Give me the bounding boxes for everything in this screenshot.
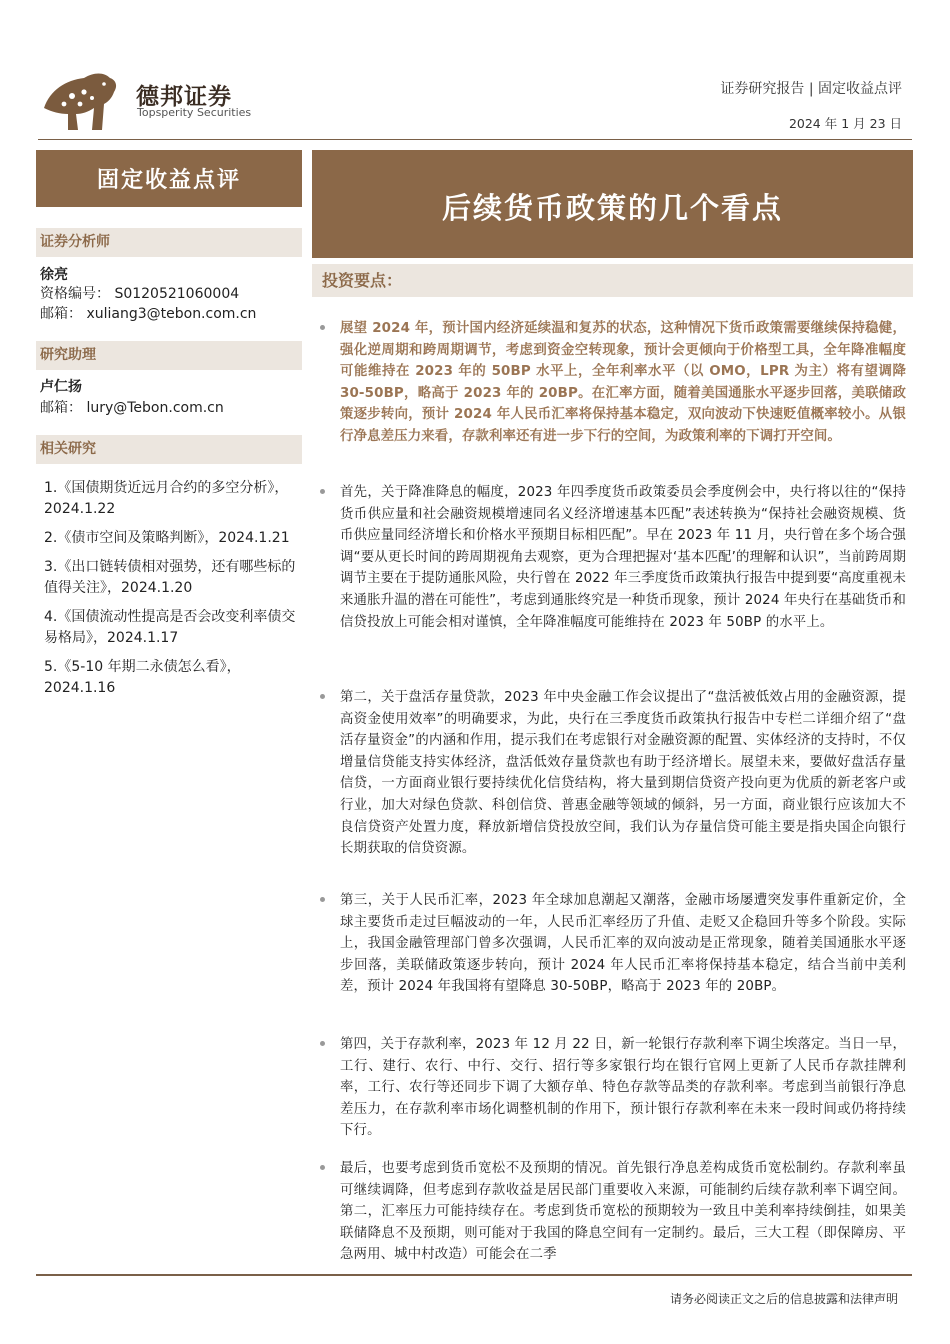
bullet-icon <box>320 325 325 330</box>
assistant-heading: 研究助理 <box>36 341 302 370</box>
related-research-item[interactable]: 3.《出口链转债相对强势，还有哪些标的值得关注》，2024.1.20 <box>44 559 296 596</box>
brand-name: 德邦证券 <box>136 84 232 110</box>
body-paragraph <box>320 482 906 633</box>
body-paragraph <box>320 890 906 998</box>
assistant-name: 卢仁扬 <box>40 379 82 395</box>
brand-name-english: Topsperity Securities <box>137 106 252 119</box>
footer-divider <box>36 1274 912 1276</box>
key-points-heading: 投资要点： <box>312 264 913 297</box>
paragraph-text: 第三，关于人民币汇率，2023 年全球加息潮起又潮落，金融市场屡遭突发事件重新定价，全球主要货币走过巨幅波动的一年，人民币汇率经历了升值、走贬又企稳回升等多个阶段。实际上，我国金融管理部门曾多次强调，人民币汇率的双向波动是正常现象，随着美国通胀水平逐步回落，美联储政策逐步转向，预计 2024 年人民币汇率将保持基本稳定，结合当前中美利差，预计 2024 年我国将有望降息 30-50BP，略高于 2023 年的 20BP。 <box>340 893 906 995</box>
paragraph-text: 首先，关于降准降息的幅度，2023 年四季度货币政策委员会季度例会中，央行将以往的“保持货币供应量和社会融资规模增速同名义经济增速基本匹配”表述转换为“保持社会融资规模、货币供应量同经济增长和价格水平预期目标相匹配”。早在 2023 年 11 月，央行曾在多个场合强调“要从更长时间的跨周期视角去观察，更为合理把握对‘基本匹配’的理解和认识”，当前跨周期调节主要在于提防通胀风险，央行曾在 2022 年三季度货币政策执行报告中提到要“高度重视未来通胀升温的潜在可能性”，考虑到通胀终究是一种货币现象，预计 2024 年央行在基础货币和信贷投放上可能会相对谨慎，全年降准幅度可能维持在 2023 年 50BP 的水平上。 <box>340 485 906 630</box>
report-title: 后续货币政策的几个看点 <box>312 150 913 258</box>
analyst-email[interactable]: 邮箱： xuliang3@tebon.com.cn <box>40 306 257 322</box>
related-research-item[interactable]: 5.《5-10 年期二永债怎么看》，2024.1.16 <box>44 659 241 696</box>
analyst-heading: 证券分析师 <box>36 228 302 257</box>
paragraph-text: 最后，也要考虑到货币宽松不及预期的情况。首先银行净息差构成货币宽松制约。存款利率虽可继续调降，但考虑到存款收益是居民部门重要收入来源，可能制约后续存款利率下调空间。第二，汇率压力可能持续存在。考虑到货币宽松的预期较为一致且中美利率持续倒挂，如果美联储降息不及预期，则可能对于我国的降息空间有一定制约。最后，三大工程（即保障房、平急两用、城中村改造）可能会在二季 <box>340 1161 906 1263</box>
analyst-license: 资格编号： S0120521060004 <box>40 286 240 302</box>
related-research-item[interactable]: 2.《债市空间及策略判断》，2024.1.21 <box>44 530 290 546</box>
report-type: 证券研究报告 | 固定收益点评 <box>720 81 902 97</box>
paragraph-text: 第二，关于盘活存量贷款，2023 年中央金融工作会议提出了“盘活被低效占用的金融资源，提高资金使用效率”的明确要求，为此，央行在三季度货币政策执行报告中专栏二详细介绍了“盘活存量资金”的内涵和作用，提示我们在考虑银行对金融资源的配置、实体经济的支持时，不仅增量信贷能支持实体经济，盘活低效存量贷款也有助于经济增长。展望未来，要做好盘活存量信贷，一方面商业银行要持续优化信贷结构，将大量到期信贷资产投向更为优质的新老客户或行业，加大对绿色贷款、科创信贷、普惠金融等领域的倾斜，另一方面，商业银行应该加大不良信贷资产处置力度，释放新增信贷投放空间，我们认为存量信贷可能主要是指央国企向银行长期获取的信贷资源。 <box>340 690 906 857</box>
report-date: 2024 年 1 月 23 日 <box>788 116 902 131</box>
paragraph-text: 第四，关于存款利率，2023 年 12 月 22 日，新一轮银行存款利率下调尘埃落定。当日一早，工行、建行、农行、中行、交行、招行等多家银行均在银行官网上更新了人民币存款挂牌利率，工行、农行等还同步下调了大额存单、特色存款等品类的存款利率。考虑到当前银行净息差压力，在存款利率市场化调整机制的作用下，预计银行存款利率在未来一段时间或仍将持续下行。 <box>340 1037 906 1139</box>
summary-paragraph <box>320 318 906 448</box>
paragraph-text: 展望 2024 年，预计国内经济延续温和复苏的状态，这种情况下货币政策需要继续保持稳健，强化逆周期和跨周期调节，考虑到资金空转现象，预计会更倾向于价格型工具，全年降准幅度可能维持在 2023 年的 50BP 水平上，全年利率水平（以 OMO，LPR 为主）将有望调降 30-50BP，略高于 2023 年的 20BP。在汇率方面，随着美国通胀水平逐步回落，美联储政策逐步转向，预计 2024 年人民币汇率将保持基本稳定，双向波动下快速贬值概率较小。从银行净息差压力来看，存款利率还有进一步下行的空间，为政策利率的下调打开空间。 <box>340 321 906 444</box>
related-research-item[interactable]: 1.《国债期货近远月合约的多空分析》，2024.1.22 <box>44 480 289 517</box>
bullet-icon <box>320 694 325 699</box>
bullet-icon <box>320 897 325 902</box>
analyst-name: 徐亮 <box>40 267 68 283</box>
body-paragraph <box>320 687 906 860</box>
body-paragraph <box>320 1034 906 1142</box>
header-divider <box>38 139 912 140</box>
report-category: 固定收益点评 <box>36 150 302 207</box>
bullet-icon <box>320 489 325 494</box>
disclaimer-note: 请务必阅读正文之后的信息披露和法律声明 <box>669 1292 898 1306</box>
related-research-item[interactable]: 4.《国债流动性提高是否会改变利率债交易格局》，2024.1.17 <box>44 609 296 646</box>
leopard-logo-icon <box>42 68 118 134</box>
related-research-heading: 相关研究 <box>36 435 302 464</box>
related-research-list <box>44 478 296 707</box>
bullet-icon <box>320 1041 325 1046</box>
assistant-email[interactable]: 邮箱： lury@Tebon.com.cn <box>40 400 224 416</box>
bullet-icon <box>320 1165 325 1170</box>
body-paragraph <box>320 1158 906 1266</box>
